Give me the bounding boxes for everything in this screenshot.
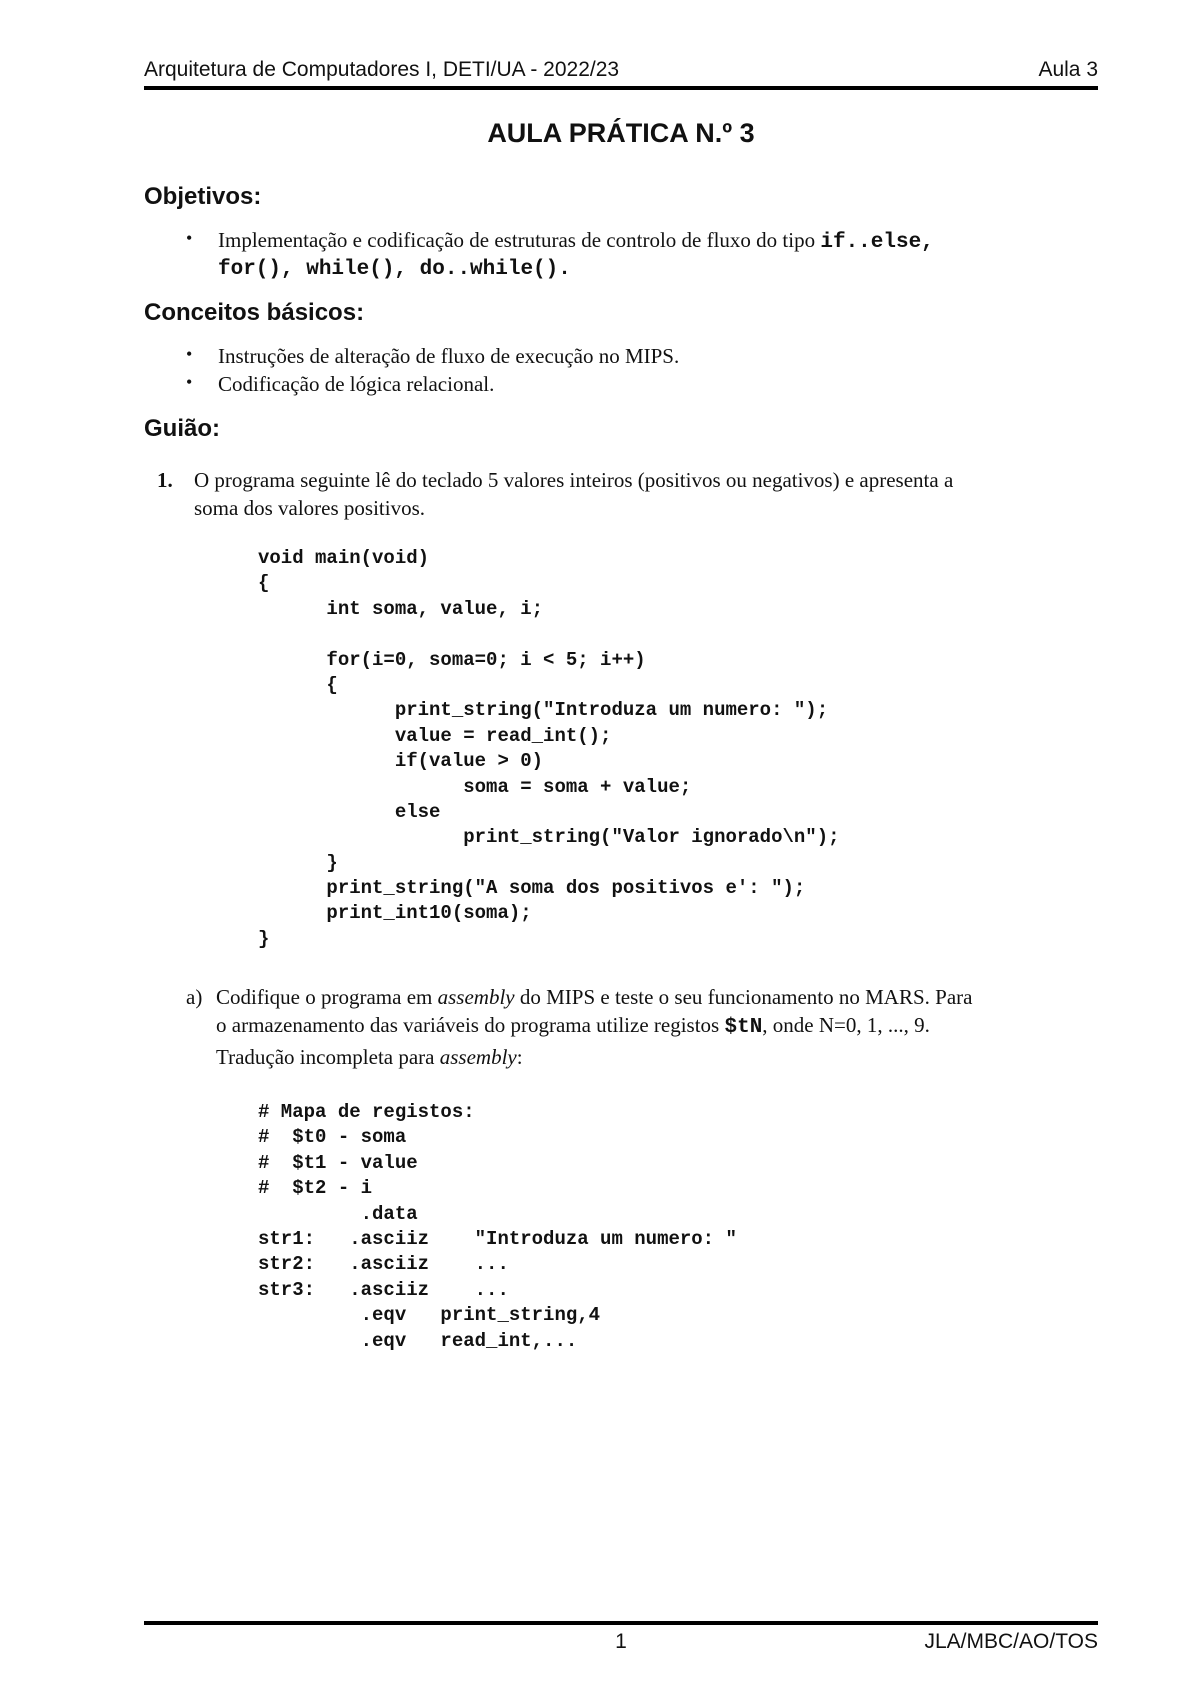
subquestion-label: a) [186, 985, 203, 1009]
code-line: .data [258, 1202, 418, 1225]
page-number: 1 [615, 1630, 627, 1653]
subquestion-emphasis: assembly [439, 1045, 517, 1069]
footer-rule [144, 1621, 1098, 1625]
code-line: } [258, 851, 338, 874]
bullet-icon: • [186, 228, 193, 248]
code-line: value = read_int(); [258, 724, 612, 747]
code-line: str3: .asciiz ... [258, 1278, 509, 1301]
code-line: if(value > 0) [258, 750, 544, 773]
objetivos-item-code-2: for(), while(), do..while(). [218, 258, 571, 281]
code-line: print_string("A soma dos positivos e': "); [258, 877, 806, 900]
conceitos-heading: Conceitos básicos: [144, 299, 365, 326]
objetivos-item-text: Implementação e codificação de estruturas de controlo de fluxo do tipo [218, 228, 816, 252]
code-line: } [258, 927, 270, 950]
register-code: $tN [724, 1016, 763, 1039]
code-line: int soma, value, i; [258, 597, 544, 620]
code-line: print_string("Introduza um numero: "); [258, 699, 829, 722]
subquestion-text: , onde N=0, 1, ..., 9. [762, 1013, 930, 1037]
subquestion-line2 [216, 1011, 930, 1042]
page-title: AULA PRÁTICA N.º 3 [487, 118, 755, 148]
subquestion-text: Codifique o programa em [216, 985, 433, 1009]
conceitos-item: Instruções de alteração de fluxo de execução no MIPS. [218, 344, 680, 368]
assembly-code-listing [258, 1100, 737, 1354]
guiao-heading: Guião: [144, 415, 220, 442]
code-line: void main(void) [258, 547, 430, 569]
subquestion-text: : [516, 1045, 523, 1069]
code-line: .eqv read_int,... [258, 1329, 578, 1352]
question-text-line2: soma dos valores positivos. [194, 496, 425, 520]
header-course: Arquitetura de Computadores I, DETI/UA - 2022/23 [144, 58, 620, 81]
code-line: print_string("Valor ignorado\n"); [258, 826, 840, 849]
question-text-line1: O programa seguinte lê do teclado 5 valores inteiros (positivos ou negativos) e apresenta a [194, 468, 954, 492]
bullet-icon: • [186, 344, 193, 364]
header-rule [144, 86, 1098, 90]
code-line: soma = soma + value; [258, 775, 692, 798]
subquestion-text: do MIPS e teste o seu funcionamento no MARS. Para [519, 985, 973, 1009]
page-header [144, 58, 1098, 84]
code-line: str2: .asciiz ... [258, 1253, 509, 1276]
code-line: else [258, 800, 441, 823]
code-line: # $t2 - i [258, 1177, 373, 1200]
code-line: { [258, 572, 270, 595]
objetivos-item-code-1: if..else, [820, 231, 934, 254]
code-line: # $t1 - value [258, 1151, 418, 1174]
code-line: .eqv print_string,4 [258, 1304, 601, 1327]
code-line: str1: .asciiz "Introduza um numero: " [258, 1227, 737, 1250]
code-line: # Mapa de registos: [258, 1101, 475, 1123]
objetivos-item [218, 226, 1098, 257]
subquestion-text: o armazenamento das variáveis do programa utilize registos [216, 1013, 720, 1037]
conceitos-item: Codificação de lógica relacional. [218, 372, 495, 396]
code-line [258, 622, 840, 647]
code-line: # $t0 - soma [258, 1126, 407, 1149]
subquestion-line1 [216, 983, 1098, 1011]
subquestion-emphasis: assembly [437, 985, 515, 1009]
header-class-number: Aula 3 [1038, 58, 1098, 81]
subquestion-text: Tradução incompleta para [216, 1045, 435, 1069]
objetivos-heading: Objetivos: [144, 183, 262, 210]
c-code-listing [258, 546, 840, 952]
footer-authors: JLA/MBC/AO/TOS [924, 1630, 1098, 1653]
subquestion-line3 [216, 1043, 523, 1071]
question-number: 1. [157, 468, 173, 492]
bullet-icon: • [186, 372, 193, 392]
code-line: for(i=0, soma=0; i < 5; i++) [258, 648, 646, 671]
code-line: { [258, 673, 338, 696]
code-line: print_int10(soma); [258, 902, 532, 925]
page-footer [144, 1630, 1098, 1656]
